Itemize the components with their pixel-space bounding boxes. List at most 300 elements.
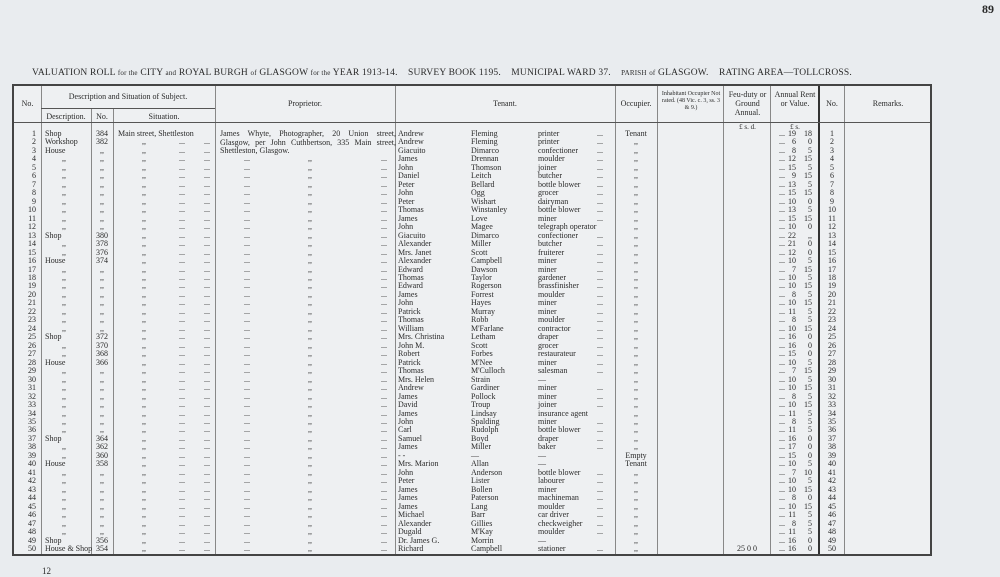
tenant-surname: Rogerson — [471, 281, 502, 291]
leader-dots: ... — [204, 366, 210, 376]
street-number: ,, — [100, 281, 104, 291]
row-number: 14 — [28, 239, 36, 249]
situation: ,, — [142, 281, 146, 291]
rent-pounds: 13 — [788, 205, 796, 215]
description: ,, — [62, 315, 66, 325]
proprietor-ditto: ,, — [308, 433, 312, 443]
tenant-occupation: gardener — [538, 272, 566, 282]
proprietor-ditto: ,, — [308, 391, 312, 401]
leader-dots: ... — [779, 366, 785, 376]
row-number: 17 — [28, 264, 36, 274]
tenant-surname: Lister — [471, 476, 490, 486]
tenant-first-name: Thomas — [398, 315, 424, 325]
leader-dots: ... — [381, 264, 387, 274]
leader-dots: ... — [779, 213, 785, 223]
proprietor-ditto: ,, — [308, 247, 312, 257]
tenant-occupation: bottle blower — [538, 467, 581, 477]
street-number: 378 — [96, 239, 108, 249]
row-number: 34 — [28, 408, 36, 418]
leader-dots: ... — [204, 408, 210, 418]
rent-shillings: 5 — [808, 179, 812, 189]
description: ,, — [62, 366, 66, 376]
rent-pounds: 7 — [792, 264, 796, 274]
leader-dots: ... — [779, 281, 785, 291]
leader-dots: ... — [179, 433, 185, 443]
leader-dots: ... — [597, 467, 603, 477]
leader-dots: ... — [204, 493, 210, 503]
occupier: ,, — [634, 205, 638, 215]
proprietor-ditto: ,, — [308, 230, 312, 240]
tenant-surname: Allan — [471, 459, 489, 469]
row-number: 19 — [28, 281, 36, 291]
description: ,, — [62, 281, 66, 291]
proprietor-ditto: ,, — [308, 154, 312, 164]
description: Shop — [45, 129, 62, 138]
leader-dots: ... — [779, 544, 785, 554]
feu-units: £ s. d. — [739, 123, 756, 131]
tenant-first-name: Mrs. Christina — [398, 332, 445, 342]
leader-dots: ... — [381, 510, 387, 520]
rent-pounds: 8 — [792, 493, 796, 503]
leader-dots: ... — [381, 196, 387, 206]
street-number: 354 — [96, 544, 108, 554]
leader-dots: ... — [779, 332, 785, 342]
proprietor-ditto: ,, — [308, 450, 312, 460]
tenant-first-name: Giacuito — [398, 230, 426, 240]
leader-dots: ... — [779, 493, 785, 503]
leader-dots: ... — [244, 340, 250, 350]
rent-shillings: 0 — [808, 493, 812, 503]
situation: ,, — [142, 501, 146, 511]
description: ,, — [62, 188, 66, 198]
tenant-surname: Rudolph — [471, 425, 499, 435]
leader-dots: ... — [244, 323, 250, 333]
row-number-right: 37 — [828, 433, 836, 443]
rent-pounds: 8 — [792, 518, 796, 528]
row-number-right: 36 — [828, 425, 836, 435]
occupier: Empty — [625, 450, 647, 460]
leader-dots: ... — [204, 442, 210, 452]
row-number: 31 — [28, 383, 36, 393]
footer-number: 12 — [42, 566, 51, 576]
rent-pounds: 15 — [788, 213, 796, 223]
situation: Main street, Shettleston — [118, 129, 194, 138]
description: ,, — [62, 510, 66, 520]
rent-pounds: 10 — [788, 222, 796, 232]
rent-shillings: 15 — [804, 281, 812, 291]
leader-dots: ... — [204, 383, 210, 393]
street-number: ,, — [100, 527, 104, 537]
row-number-right: 34 — [828, 408, 836, 418]
rent-shillings: 15 — [804, 383, 812, 393]
leader-dots: ... — [244, 264, 250, 274]
rent-shillings: 5 — [808, 357, 812, 367]
leader-dots: ... — [381, 323, 387, 333]
header-feu-duty: Feu-duty or Ground Annual. — [728, 90, 767, 117]
leader-dots: ... — [244, 425, 250, 435]
leader-dots: ... — [779, 188, 785, 198]
leader-dots: ... — [204, 400, 210, 410]
rent-shillings: 5 — [808, 162, 812, 172]
situation: ,, — [142, 306, 146, 316]
tenant-surname: Boyd — [471, 433, 489, 443]
row-number: 8 — [32, 188, 36, 198]
row-number: 13 — [28, 230, 36, 240]
tenant-first-name: John — [398, 467, 414, 477]
leader-dots: ... — [244, 450, 250, 460]
street-number: ,, — [100, 518, 104, 528]
tenant-first-name: James — [398, 213, 418, 223]
rent-pounds: 15 — [788, 349, 796, 359]
tenant-first-name: Richard — [398, 544, 424, 554]
row-number-right: 1 — [830, 129, 834, 138]
row-number: 24 — [28, 323, 36, 333]
title-part: VALUATION ROLL — [32, 68, 116, 78]
leader-dots: ... — [597, 493, 603, 503]
occupier: ,, — [634, 162, 638, 172]
situation: ,, — [142, 230, 146, 240]
street-number: 376 — [96, 247, 108, 257]
tenant-first-name: Edward — [398, 281, 423, 291]
leader-dots: ... — [204, 518, 210, 528]
leader-dots: ... — [244, 154, 250, 164]
proprietor-ditto: ,, — [308, 467, 312, 477]
leader-dots: ... — [204, 510, 210, 520]
tenant-surname: Gardiner — [471, 383, 500, 393]
leader-dots: ... — [779, 501, 785, 511]
proprietor-ditto: ,, — [308, 510, 312, 520]
leader-dots: ... — [179, 476, 185, 486]
leader-dots: ... — [779, 239, 785, 249]
leader-dots: ... — [597, 383, 603, 393]
tenant-first-name: James — [398, 501, 418, 511]
street-number: ,, — [100, 416, 104, 426]
rent-pounds: 10 — [788, 400, 796, 410]
street-number: ,, — [100, 306, 104, 316]
title-part: PARISH — [621, 69, 647, 77]
leader-dots: ... — [381, 171, 387, 181]
rent-shillings: 18 — [804, 129, 812, 138]
situation: ,, — [142, 535, 146, 545]
rent-pounds: 10 — [788, 272, 796, 282]
occupier: ,, — [634, 289, 638, 299]
row-number: 35 — [28, 416, 36, 426]
leader-dots: ... — [244, 383, 250, 393]
leader-dots: ... — [597, 162, 603, 172]
leader-dots: ... — [179, 162, 185, 172]
leader-dots: ... — [204, 332, 210, 342]
rent-shillings: 5 — [808, 527, 812, 537]
leader-dots: ... — [779, 391, 785, 401]
rent-shillings: 15 — [804, 400, 812, 410]
proprietor-ditto: ,, — [308, 222, 312, 232]
tenant-surname: M'Culloch — [471, 366, 505, 376]
leader-dots: ... — [204, 425, 210, 435]
situation: ,, — [142, 544, 146, 554]
leader-dots: ... — [381, 383, 387, 393]
tenant-first-name: James — [398, 154, 418, 164]
occupier: ,, — [634, 188, 638, 198]
header-annual-rent: Annual Rent or Value. — [774, 90, 816, 108]
proprietor-ditto: ,, — [308, 544, 312, 554]
rent-pounds: 17 — [788, 442, 796, 452]
situation: ,, — [142, 510, 146, 520]
tenant-occupation: moulder — [538, 289, 565, 299]
situation: ,, — [142, 137, 146, 147]
tenant-surname: Miller — [471, 442, 491, 452]
tenant-occupation: butcher — [538, 239, 562, 249]
leader-dots: ... — [244, 281, 250, 291]
proprietor-ditto: ,, — [308, 239, 312, 249]
situation: ,, — [142, 340, 146, 350]
leader-dots: ... — [381, 442, 387, 452]
row-number-right: 27 — [828, 349, 836, 359]
leader-dots: ... — [597, 357, 603, 367]
leader-dots: ... — [204, 476, 210, 486]
description: ,, — [62, 289, 66, 299]
rent-pounds: 11 — [788, 408, 796, 418]
leader-dots: ... — [381, 247, 387, 257]
valuation-roll-table — [12, 84, 932, 556]
row-number: 49 — [28, 535, 36, 545]
row-number-right: 48 — [828, 527, 836, 537]
tenant-first-name: Thomas — [398, 272, 424, 282]
leader-dots: ... — [179, 425, 185, 435]
rent-pounds: 10 — [788, 357, 796, 367]
leader-dots: ... — [779, 400, 785, 410]
street-number: ,, — [100, 425, 104, 435]
row-number: 20 — [28, 289, 36, 299]
tenant-surname: Bellard — [471, 179, 495, 189]
tenant-first-name: Daniel — [398, 171, 420, 181]
street-number: 368 — [96, 349, 108, 359]
leader-dots: ... — [597, 433, 603, 443]
tenant-surname: Dimarco — [471, 230, 499, 240]
occupier: ,, — [634, 484, 638, 494]
row-number: 32 — [28, 391, 36, 401]
tenant-occupation: baker — [538, 442, 556, 452]
rent-shillings: 0 — [808, 349, 812, 359]
occupier: ,, — [634, 179, 638, 189]
description: Shop — [45, 433, 62, 443]
row-number-right: 10 — [828, 205, 836, 215]
leader-dots: ... — [597, 518, 603, 528]
leader-dots: ... — [381, 357, 387, 367]
rent-pounds: 10 — [788, 501, 796, 511]
leader-dots: ... — [779, 442, 785, 452]
leader-dots: ... — [779, 162, 785, 172]
proprietor-ditto: ,, — [308, 476, 312, 486]
leader-dots: ... — [381, 425, 387, 435]
tenant-first-name: Alexander — [398, 256, 432, 266]
row-number: 43 — [28, 484, 36, 494]
leader-dots: ... — [204, 196, 210, 206]
row-number: 40 — [28, 459, 36, 469]
tenant-surname: — — [471, 450, 479, 460]
leader-dots: ... — [597, 272, 603, 282]
tenant-surname: Drennan — [471, 154, 499, 164]
leader-dots: ... — [381, 289, 387, 299]
row-number-right: 6 — [830, 171, 834, 181]
row-number-right: 2 — [830, 137, 834, 147]
leader-dots: ... — [381, 493, 387, 503]
tenant-first-name: Samuel — [398, 433, 422, 443]
tenant-occupation: butcher — [538, 171, 562, 181]
table-row — [14, 545, 930, 553]
tenant-occupation: salesman — [538, 366, 568, 376]
leader-dots: ... — [597, 264, 603, 274]
tenant-first-name: Robert — [398, 349, 420, 359]
row-number: 2 — [32, 137, 36, 147]
leader-dots: ... — [179, 272, 185, 282]
row-number: 38 — [28, 442, 36, 452]
proprietor-ditto: ,, — [308, 374, 312, 384]
leader-dots: ... — [179, 332, 185, 342]
rent-pounds: 10 — [788, 484, 796, 494]
header-occupier: Occupier. — [620, 99, 652, 108]
tenant-occupation: telegraph operator — [538, 222, 597, 232]
description: ,, — [62, 196, 66, 206]
leader-dots: ... — [381, 416, 387, 426]
occupier: ,, — [634, 416, 638, 426]
rent-shillings: 15 — [804, 501, 812, 511]
leader-dots: ... — [204, 179, 210, 189]
row-number: 6 — [32, 171, 36, 181]
leader-dots: ... — [381, 391, 387, 401]
leader-dots: ... — [597, 425, 603, 435]
tenant-surname: Ogg — [471, 188, 485, 198]
tenant-surname: Troup — [471, 400, 491, 410]
proprietor-ditto: ,, — [308, 366, 312, 376]
rent-pounds: 16 — [788, 535, 796, 545]
description: ,, — [62, 323, 66, 333]
rent-shillings: 5 — [808, 425, 812, 435]
rent-shillings: 5 — [808, 510, 812, 520]
leader-dots: ... — [597, 391, 603, 401]
occupier: ,, — [634, 154, 638, 164]
situation: ,, — [142, 484, 146, 494]
situation: ,, — [142, 400, 146, 410]
row-number-right: 7 — [830, 179, 834, 189]
rent-shillings: 5 — [808, 315, 812, 325]
rent-shillings: 5 — [808, 416, 812, 426]
tenant-surname: Lindsay — [471, 408, 497, 418]
description: ,, — [62, 383, 66, 393]
tenant-occupation: car driver — [538, 510, 569, 520]
tenant-surname: Fleming — [471, 137, 498, 147]
row-number-right: 23 — [828, 315, 836, 325]
leader-dots: ... — [381, 459, 387, 469]
description: Shop — [45, 230, 62, 240]
street-number: ,, — [100, 289, 104, 299]
tenant-occupation: labourer — [538, 476, 565, 486]
tenant-occupation: printer — [538, 137, 560, 147]
leader-dots: ... — [179, 518, 185, 528]
rent-pounds: 16 — [788, 340, 796, 350]
situation: ,, — [142, 145, 146, 155]
leader-dots: ... — [779, 450, 785, 460]
leader-dots: ... — [179, 366, 185, 376]
leader-dots: ... — [244, 416, 250, 426]
row-number-right: 25 — [828, 332, 836, 342]
tenant-occupation: miner — [538, 484, 557, 494]
occupier: ,, — [634, 256, 638, 266]
tenant-surname: Campbell — [471, 544, 503, 554]
tenant-occupation: dairyman — [538, 196, 569, 206]
leader-dots: ... — [779, 527, 785, 537]
situation: ,, — [142, 527, 146, 537]
tenant-first-name: William — [398, 323, 424, 333]
description: ,, — [62, 239, 66, 249]
situation: ,, — [142, 493, 146, 503]
tenant-occupation: miner — [538, 416, 557, 426]
street-number: ,, — [100, 400, 104, 410]
rent-shillings: 5 — [808, 272, 812, 282]
row-number: 18 — [28, 272, 36, 282]
tenant-surname: Wishart — [471, 196, 497, 206]
leader-dots: ... — [179, 222, 185, 232]
rent-shillings: 5 — [808, 391, 812, 401]
leader-dots: ... — [597, 154, 603, 164]
leader-dots: ... — [179, 383, 185, 393]
row-number: 30 — [28, 374, 36, 384]
description: ,, — [62, 298, 66, 308]
row-number: 37 — [28, 433, 36, 443]
leader-dots: ... — [179, 544, 185, 554]
leader-dots: ... — [179, 137, 185, 147]
leader-dots: ... — [179, 171, 185, 181]
leader-dots: ... — [779, 315, 785, 325]
leader-dots: ... — [597, 484, 603, 494]
street-number: ,, — [100, 196, 104, 206]
street-number: ,, — [100, 154, 104, 164]
row-number: 41 — [28, 467, 36, 477]
tenant-occupation: miner — [538, 213, 557, 223]
row-number-right: 17 — [828, 264, 836, 274]
occupier: ,, — [634, 433, 638, 443]
occupier: ,, — [634, 501, 638, 511]
row-number: 10 — [28, 205, 36, 215]
rent-shillings: 0 — [808, 433, 812, 443]
leader-dots: ... — [204, 272, 210, 282]
row-number-right: 8 — [830, 188, 834, 198]
tenant-surname: Taylor — [471, 272, 492, 282]
occupier: ,, — [634, 544, 638, 554]
rent-pounds: 8 — [792, 145, 796, 155]
rent-pounds: 8 — [792, 289, 796, 299]
rent-pounds: 21 — [788, 239, 796, 249]
description: House & Shop — [45, 544, 93, 554]
leader-dots: ... — [244, 179, 250, 189]
leader-dots: ... — [244, 366, 250, 376]
leader-dots: ... — [381, 349, 387, 359]
street-number: ,, — [100, 408, 104, 418]
rent-pounds: 16 — [788, 544, 796, 554]
leader-dots: ... — [779, 179, 785, 189]
occupier: ,, — [634, 391, 638, 401]
header-proprietor: Proprietor. — [288, 99, 322, 108]
tenant-surname: Paterson — [471, 493, 499, 503]
description: ,, — [62, 484, 66, 494]
leader-dots: ... — [597, 129, 603, 138]
occupier: ,, — [634, 510, 638, 520]
tenant-first-name: Peter — [398, 476, 415, 486]
proprietor-ditto: ,, — [308, 264, 312, 274]
rent-pounds: 8 — [792, 416, 796, 426]
leader-dots: ... — [244, 484, 250, 494]
description: ,, — [62, 247, 66, 257]
leader-dots: ... — [779, 467, 785, 477]
